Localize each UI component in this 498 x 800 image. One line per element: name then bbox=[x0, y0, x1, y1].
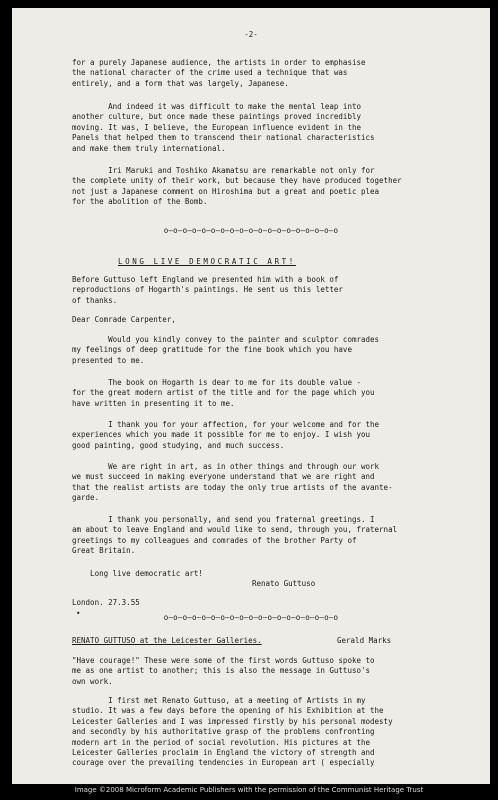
letter-paragraph-3: I thank you for your affection, for your welcome and for the experiences which you made it possible for me to enjoy. I wish you good painting, good studying, and much success. bbox=[72, 420, 380, 450]
letter-paragraph-1: Would you kindly convey to the painter and sculptor comrades my feelings of deep gratitude for the fine book which you have presented to me. bbox=[72, 335, 380, 365]
letter-paragraph-4: We are right in art, as in other things and through our work we must succeed in making everyone understand that we are right and that the realist artists are today the only true artists of the avante- garde. bbox=[72, 462, 393, 503]
copyright-credit: Image ©2008 Microform Academic Publishers with the permission of the Communist Heritage Trust bbox=[74, 786, 424, 794]
article-title: RENATO GUTTUSO at the Leicester Galleries. bbox=[72, 636, 262, 645]
letter-salutation: Dear Comrade Carpenter, bbox=[72, 315, 176, 324]
section-intro: Before Guttuso left England we presented him with a book of reproductions of Hogarth's paintings. He sent us this letter of thanks. bbox=[72, 275, 343, 305]
section-heading: LONG LIVE DEMOCRATIC ART! bbox=[118, 257, 296, 266]
letter-paragraph-5: I thank you personally, and send you fraternal greetings. I am about to leave England and would like to send, through you, fraternal greetings to my colleagues and comrades of the brother Party of Great Britain. bbox=[72, 515, 398, 556]
divider-line-1: o—o—o—o—o—o—o—o—o—o—o—o—o—o—o—o—o—o—o bbox=[163, 226, 339, 235]
article-paragraph-1: "Have courage!" These were some of the first words Guttuso spoke to me as one artist to another; this is also the message in Guttuso's own work. bbox=[72, 656, 375, 686]
letter-closing: Long live democratic art! bbox=[72, 569, 203, 578]
page-number: -2- bbox=[244, 30, 258, 39]
intro-paragraph-2: And indeed it was difficult to make the mental leap into another culture, but once made these paintings proved incredibly moving. It was, I believe, the European influence evident in the Panels that helped them to transcend their national characteristics and make them truly international. bbox=[72, 102, 375, 153]
intro-paragraph-3: Iri Maruki and Toshiko Akamatsu are remarkable not only for the complete unity of their work, but because they have produced together not just a Japanese comment on Hiroshima but a great and poetic plea for the abolition of the Bomb. bbox=[72, 166, 402, 207]
intro-paragraph-1: for a purely Japanese audience, the artists in order to emphasise the national character of the crime used a technique that was entirely, and a form that was largely, Japanese. bbox=[72, 58, 366, 88]
document-page bbox=[12, 8, 490, 784]
letter-place-date: London. 27.3.55 bbox=[72, 598, 140, 607]
article-paragraph-2: I first met Renato Guttuso, at a meeting of Artists in my studio. It was a few days before the opening of his Exhibition at the Leicester Galleries and I was impressed firstly by his personal modesty and secondly by his authoritative grasp of the problems confronting modern art in the period of social revolution. His pictures at the Leicester Galleries proclaim in England the victory of strength and courage over the prevailing tendencies in European art ( especially bbox=[72, 696, 393, 768]
margin-mark: • bbox=[76, 609, 81, 618]
article-author: Gerald Marks bbox=[337, 636, 392, 645]
letter-paragraph-2: The book on Hogarth is dear to me for its double value - for the great modern artist of the title and for the page which you have written in presenting it to me. bbox=[72, 378, 375, 408]
letter-signature: Renato Guttuso bbox=[252, 579, 316, 588]
divider-line-2: o—o—o—o—o—o—o—o—o—o—o—o—o—o—o—o—o—o—o bbox=[163, 613, 339, 622]
